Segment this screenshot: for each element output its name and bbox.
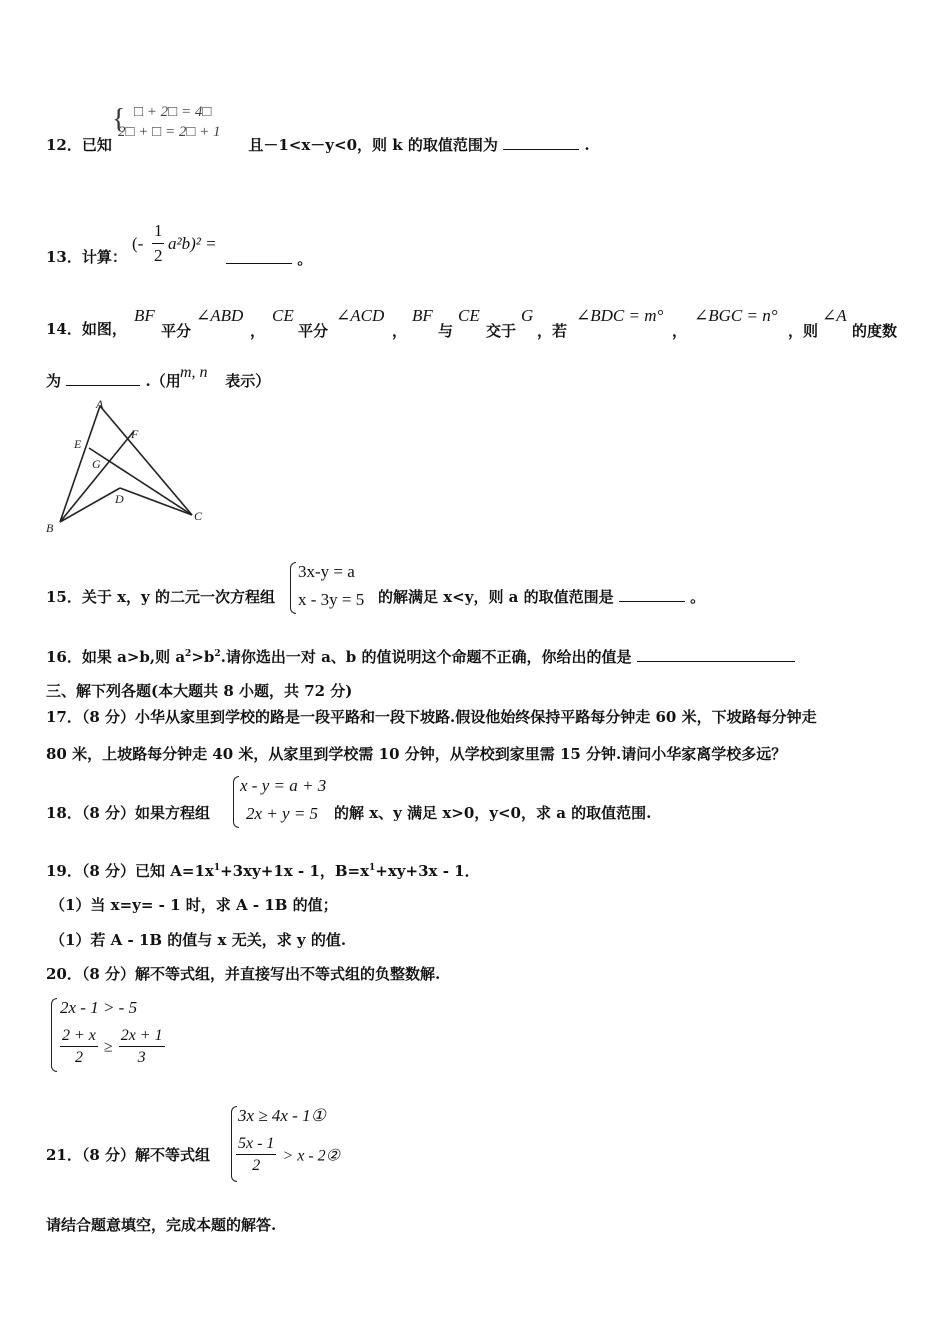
- q15-condition: 的解满足 x<y，则 a 的取值范围是: [378, 588, 614, 606]
- q19-text-b: +3xy+1x - 1，B=x: [220, 862, 370, 880]
- q15-answer-blank[interactable]: [619, 587, 685, 602]
- q14-label-b: B: [46, 521, 54, 535]
- q14-math-a: ∠A: [822, 306, 847, 325]
- q14-label-a: A: [96, 397, 104, 411]
- q13-number: 13．计算：: [46, 248, 127, 266]
- q16-text-b: >b: [191, 648, 215, 666]
- q18-condition: 的解 x、y 满足 x>0，y<0，求 a 的取值范围.: [334, 804, 652, 822]
- q20-frac-1-den: 2: [74, 1049, 83, 1066]
- q14-text-intersect: 交于: [486, 322, 517, 340]
- q14-line2-a: 为: [46, 372, 62, 390]
- q14-text-degree: 的度数: [852, 322, 898, 340]
- q16-sup-2: 2: [214, 649, 221, 659]
- q19-sub-2: （1）若 A - 1B 的值与 x 无关，求 y 的值.: [50, 931, 347, 949]
- q14-text-and: 与: [438, 322, 454, 340]
- q14-label-f: F: [131, 427, 139, 441]
- q15-equation-2: x - 3y = 5: [298, 590, 365, 609]
- q21-inequality-2-tail: > x - 2②: [282, 1147, 341, 1165]
- q14-math-bdc: ∠BDC = m°: [576, 306, 664, 325]
- q13-frac-num: 1: [154, 221, 163, 240]
- q14-label-d: D: [115, 492, 124, 506]
- q18-number: 18．（8 分）如果方程组: [46, 804, 211, 822]
- q14-text-bisect-2: 平分: [298, 322, 329, 340]
- q16-sup-1: 2: [185, 649, 192, 659]
- q12-end: .: [584, 136, 590, 154]
- q20-line: 20．（8 分）解不等式组，并直接写出不等式组的负整数解.: [46, 965, 441, 983]
- q16-text-a: 16．如果 a>b,则 a: [46, 648, 186, 666]
- q14-sep-2: ，: [392, 322, 408, 340]
- q18-brace: [233, 776, 239, 828]
- q14-math-mn: m, n: [180, 364, 208, 381]
- q13-expression: a²b)² =: [168, 234, 217, 253]
- q15-equation-1: 3x-y = a: [298, 562, 355, 581]
- q20-frac-2-den: 3: [137, 1049, 146, 1066]
- q19-sup-2: 1: [369, 863, 376, 873]
- q12-equation-1: □ + 2□ = 4□: [134, 104, 212, 120]
- q21-frac-num: 5x - 1: [236, 1134, 276, 1155]
- q15-end: 。: [690, 588, 706, 606]
- q20-brace: [51, 998, 57, 1072]
- q14-math-g: G: [521, 306, 534, 325]
- q12-equation-2: 2□ + □ = 2□ + 1: [118, 124, 221, 140]
- q13-end: 。: [297, 250, 313, 268]
- q13-frac-den: 2: [154, 246, 163, 265]
- q13-open-paren: (-: [132, 234, 144, 253]
- q12-brace: {: [112, 104, 126, 135]
- q14-line2-b: .（用: [145, 372, 181, 390]
- q14-answer-blank[interactable]: [66, 371, 140, 386]
- q19-sub-1: （1）当 x=y= - 1 时，求 A - 1B 的值；: [50, 896, 338, 914]
- q12-number: 12．已知: [46, 136, 112, 154]
- q12-condition: 且－1<x－y<0，则 k 的取值范围为: [248, 136, 498, 154]
- q14-math-bf-2: BF: [412, 306, 433, 325]
- q19-line-1: [46, 860, 480, 881]
- q17-line-2: 80 米，上坡路每分钟走 40 米，从家里到学校需 10 分钟，从学校到家里需 15 分钟.请问小华家离学校多远？: [46, 745, 787, 763]
- q13-frac-bar: [152, 243, 164, 244]
- q17-line-1: 17．（8 分）小华从家里到学校的路是一段平路和一段下坡路.假设他始终保持平路每分钟走 60 米，下坡路每分钟走: [46, 708, 817, 726]
- q13-answer-blank[interactable]: [226, 249, 292, 264]
- q14-math-ce: CE: [272, 306, 294, 325]
- q14-math-abd: ∠ABD: [196, 306, 244, 325]
- question-16: [46, 646, 795, 667]
- q14-label-c: C: [194, 509, 203, 523]
- q14-text-then: ，则: [788, 322, 819, 340]
- q14-sep-1: ，: [250, 322, 266, 340]
- q14-math-bgc: ∠BGC = n°: [694, 306, 778, 325]
- q14-sep-3: ，: [672, 322, 688, 340]
- q14-triangle-figure: [40, 395, 210, 535]
- q19-text-a: 19．（8 分）已知 A=1x: [46, 862, 214, 880]
- q20-frac-1-num: 2 + x: [60, 1026, 98, 1047]
- q14-label-g: G: [92, 457, 101, 471]
- q21-inequality-1: 3x ≥ 4x - 1①: [238, 1106, 326, 1125]
- q16-text-c: .请你选出一对 a、b 的值说明这个命题不正确，你给出的值是: [220, 648, 632, 666]
- q14-math-acd: ∠ACD: [336, 306, 385, 325]
- q14-number: 14．如图，: [46, 320, 127, 338]
- q12-answer-blank[interactable]: [503, 135, 579, 150]
- q14-math-ce-2: CE: [458, 306, 480, 325]
- closing-instruction: 请结合题意填空，完成本题的解答.: [46, 1216, 277, 1234]
- section-3-heading: 三、解下列各题(本大题共 8 小题，共 72 分): [46, 682, 353, 700]
- q15-brace: [290, 562, 296, 614]
- q20-inequality-1: 2x - 1 > - 5: [60, 998, 138, 1017]
- q16-answer-blank[interactable]: [637, 647, 795, 662]
- q19-sup-1: 1: [213, 863, 221, 873]
- q14-math-bf: BF: [134, 306, 155, 325]
- q14-line2-c: 表示）: [225, 372, 271, 390]
- q15-number: 15．关于 x，y 的二元一次方程组: [46, 588, 275, 606]
- q20-relation: ≥: [103, 1038, 113, 1056]
- q21-number: 21．（8 分）解不等式组: [46, 1146, 211, 1164]
- q18-equation-2: 2x + y = 5: [246, 804, 319, 823]
- q14-label-e: E: [74, 437, 82, 451]
- q14-text-bisect-1: 平分: [161, 322, 192, 340]
- q20-frac-2-num: 2x + 1: [119, 1026, 165, 1047]
- q18-equation-1: x - y = a + 3: [240, 776, 327, 795]
- q14-text-if: ，若: [537, 322, 568, 340]
- q19-text-c: +xy+3x - 1．: [375, 862, 480, 880]
- q21-frac-den: 2: [252, 1157, 261, 1174]
